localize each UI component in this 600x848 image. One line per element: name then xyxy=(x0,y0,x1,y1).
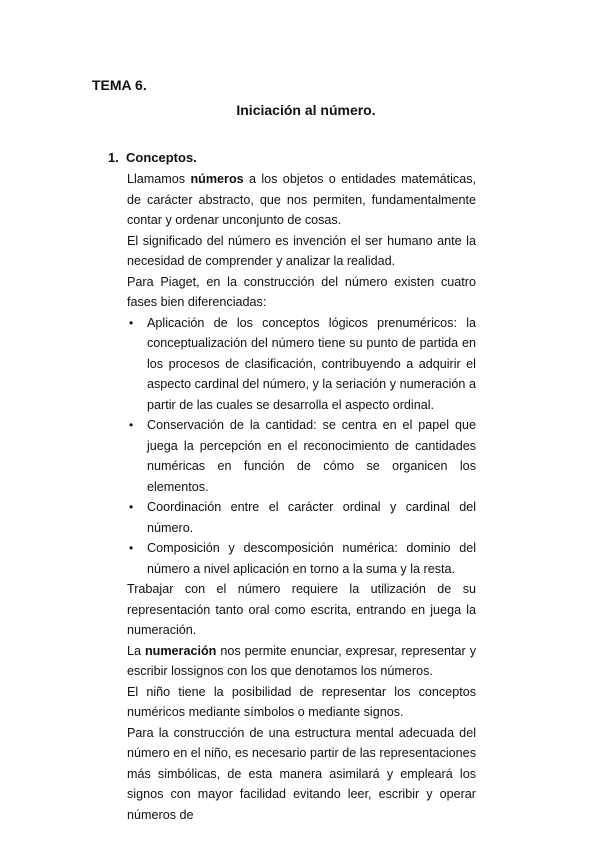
list-item xyxy=(127,313,476,416)
section-number: 1. xyxy=(108,150,119,165)
text-run: La xyxy=(127,643,145,658)
text-run: nos permite enunciar, expresar, representar y escribir lossignos con los que denotamos los números. xyxy=(127,643,476,678)
bullet-icon: • xyxy=(129,541,134,555)
bullet-icon: • xyxy=(129,500,134,514)
list-item-text: Composición y descomposición numérica: dominio del número a nivel aplicación en torno a la suma y la resta. xyxy=(147,541,476,576)
paragraph-significado: El significado del número es invención el ser humano ante la necesidad de comprender y analizar la realidad. xyxy=(127,233,476,268)
section-body xyxy=(127,169,476,825)
keyword-numeros: números xyxy=(190,172,244,186)
paragraph-numeros-definition xyxy=(127,169,476,231)
section-title: Conceptos. xyxy=(126,150,197,165)
topic-label: TEMA 6. xyxy=(92,77,147,93)
list-item xyxy=(127,497,476,538)
paragraph-estructura-mental: Para la construcción de una estructura mental adecuada del número en el niño, es necesario partir de las representaciones más simbólicas, de esta manera asimilará y empleará los signos con mayor facilidad evitando leer, escribir y operar números de xyxy=(127,725,476,822)
paragraph-piaget-intro: Para Piaget, en la construcción del número existen cuatro fases bien diferenciadas: xyxy=(127,274,476,309)
paragraph-simbolos-signos: El niño tiene la posibilidad de representar los conceptos numéricos mediante símbolos o mediante signos. xyxy=(127,684,476,719)
section-heading xyxy=(108,150,197,165)
paragraph-numeracion-definition xyxy=(127,641,476,682)
piaget-phases-list xyxy=(127,313,476,580)
bullet-icon: • xyxy=(129,418,134,432)
list-item-text: Conservación de la cantidad: se centra en el papel que juega la percepción en el reconocimiento de cantidades numéricas en función de cómo se organicen los elementos. xyxy=(147,418,476,494)
text-run: Llamamos xyxy=(127,172,191,186)
list-item-text: Aplicación de los conceptos lógicos prenuméricos: la conceptualización del número tiene su punto de partida en los procesos de clasificación, contribuyendo a adquirir el aspecto cardinal del número, y la seriación y numeración a partir de las cuales se desarrolla el aspecto ordinal. xyxy=(147,315,476,412)
bullet-icon: • xyxy=(129,315,134,330)
paragraph-representacion: Trabajar con el número requiere la utilización de su representación tanto oral como escrita, entrando en juega la numeración. xyxy=(127,582,476,637)
page-title: Iniciación al número. xyxy=(236,102,376,118)
list-item-text: Coordinación entre el carácter ordinal y cardinal del número. xyxy=(147,500,476,535)
list-item xyxy=(127,415,476,497)
text-run: a los objetos o entidades matemáticas, de carácter abstracto, que nos permiten, fundamentalmente contar y ordenar unconjunto de cosas. xyxy=(127,172,476,227)
keyword-numeracion: numeración xyxy=(144,643,217,658)
list-item xyxy=(127,538,476,579)
